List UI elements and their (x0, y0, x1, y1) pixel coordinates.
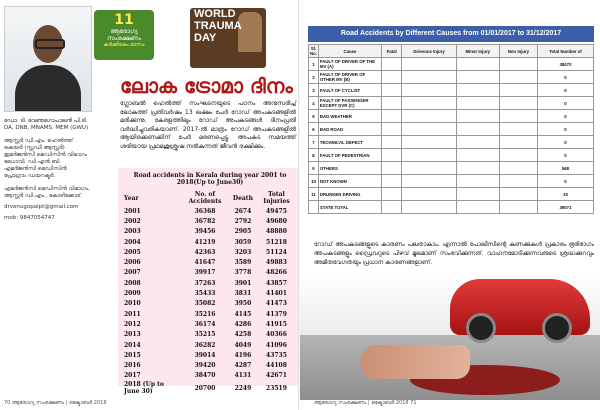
table-cell: 0 (538, 84, 594, 97)
table-cell (499, 162, 537, 175)
table-cell: 3203 (234, 248, 252, 256)
table-cell: 2005 (124, 248, 141, 256)
table-row (122, 216, 298, 226)
table-cell: TECHNICAL DEFECT (318, 136, 381, 149)
table-cell (499, 123, 537, 136)
causes-col-header: Total Number of (538, 45, 594, 58)
table-cell: 0 (538, 149, 594, 162)
table-cell (456, 97, 499, 110)
table-cell: 3778 (234, 269, 252, 277)
table-cell (402, 188, 456, 201)
table-cell (456, 136, 499, 149)
table-cell: 38470 (194, 372, 216, 380)
table-cell: 0 (538, 136, 594, 149)
table-cell: 33 (538, 188, 594, 201)
table-cell (456, 71, 499, 84)
table-cell: BAD ROAD (318, 123, 381, 136)
table-row (122, 360, 298, 370)
table-cell: 35215 (194, 331, 216, 339)
table-cell: DRUNKEN DRIVING (318, 188, 381, 201)
table-cell: 0 (538, 97, 594, 110)
table-cell: 10 (309, 175, 319, 188)
table-cell (402, 149, 456, 162)
table-cell: 35216 (194, 310, 216, 318)
table-cell: 49883 (266, 259, 287, 267)
table-cell: FAULT OF PASSENGER EXCEPT DVR (C) (318, 97, 381, 110)
table-row (122, 309, 298, 319)
table-row (309, 110, 594, 123)
table-cell: 4145 (234, 310, 252, 318)
photo-red-car (450, 279, 590, 335)
table-cell: 2007 (124, 269, 141, 277)
table-cell (309, 201, 319, 214)
table-cell (381, 110, 401, 123)
table-row (309, 162, 594, 175)
table-cell: 36174 (194, 320, 216, 328)
table-cell (456, 201, 499, 214)
table-cell: 568 (538, 162, 594, 175)
table-cell (381, 136, 401, 149)
table-row (122, 237, 298, 247)
table-cell (499, 188, 537, 201)
table-cell (402, 58, 456, 71)
table-cell (381, 71, 401, 84)
table-cell: FAULT OF PEDESTRIAN (318, 149, 381, 162)
table-cell (456, 84, 499, 97)
table-cell: 2006 (124, 259, 141, 267)
table-cell: 2011 (124, 310, 141, 318)
table-cell: 41915 (266, 320, 287, 328)
badge-number: 11 (114, 12, 134, 28)
table-row (122, 330, 298, 340)
badge-text: ആരോഗ്യ സംരക്ഷണം (107, 28, 141, 42)
table-cell: 2013 (124, 331, 141, 339)
table-row (122, 278, 298, 288)
table-cell (402, 110, 456, 123)
table-cell: 4 (309, 97, 319, 110)
table-cell: 2016 (124, 362, 141, 370)
table-cell (402, 162, 456, 175)
table-cell: 4286 (234, 320, 252, 328)
table-cell (402, 97, 456, 110)
left-footer: 70 ആരോഗ്യ സംരക്ഷണം | ഒക്ടോബർ 2018 (4, 400, 107, 406)
table-cell (381, 123, 401, 136)
table-cell: 42363 (194, 248, 216, 256)
table-cell: BAD WEATHER (318, 110, 381, 123)
table-cell: 39917 (194, 269, 216, 277)
photo-body (15, 65, 81, 112)
table-cell: 42671 (266, 372, 287, 380)
table-row (122, 350, 298, 360)
author-phone: mob: 9847054747 (4, 215, 55, 221)
table-cell: 43857 (266, 279, 287, 287)
photo-hand (360, 345, 470, 379)
table-cell: FAULT OF DRIVER OF OTHER MV (B) (318, 71, 381, 84)
causes-col-header: Grievous Injury (402, 45, 456, 58)
table-cell: 3831 (234, 290, 252, 298)
table-cell (499, 71, 537, 84)
table-cell: 3 (309, 84, 319, 97)
intro-text: ഗ്ലോബൽ ഹെൽത്ത് സംഘടനയുടെ പഠനം അനുസരിച്ച് ലോകത്ത് പ്രതിവർഷം 13 ലക്ഷം പേർ റോഡ് അപകടങ്ങളിൽ മരിക്കുന്നു. കേരളത്തിലും റോഡ് അപകടങ്ങൾ ദിനംപ്രതി വർദ്ധിച്ചുവരികയാണ്. 2017-ൽ മാത്രം റോഡ് അപകടങ്ങളിൽ ആയിരക്കണക്കിന് പേർ മരണപ്പെട്ടു. അപകട സമയത്ത് ശരിയായ പ്രഥമശുശ്രൂഷ നൽകുന്നത് ജീവൻ രക്ഷിക്കും. (120, 100, 296, 150)
table-cell: 2 (309, 71, 319, 84)
table-cell: FAULT OF DRIVER OF THE MV (A) (318, 58, 381, 71)
table-cell: 3901 (234, 279, 252, 287)
table-cell: 37263 (194, 279, 216, 287)
table-cell (499, 175, 537, 188)
table-row (122, 206, 298, 216)
table-row (122, 371, 298, 381)
table-cell (499, 110, 537, 123)
table-cell: 35082 (194, 300, 216, 308)
accidents-col-header: Death (232, 194, 253, 202)
table-cell (402, 201, 456, 214)
photo-wheel (542, 313, 572, 343)
logo-line-3: DAY (194, 32, 217, 44)
table-cell: 43735 (266, 351, 287, 359)
table-cell: 40366 (266, 331, 287, 339)
table-row (309, 136, 594, 149)
table-cell: 0 (538, 123, 594, 136)
table-cell: 2008 (124, 279, 141, 287)
table-cell (456, 123, 499, 136)
table-row (309, 175, 594, 188)
article-title: ലോക ട്രോമാ ദിനം (120, 74, 293, 98)
table-cell (499, 136, 537, 149)
accidents-col-header: Year (124, 194, 139, 202)
table-cell (499, 149, 537, 162)
causes-col-header: Minor Injury (456, 45, 499, 58)
table-row (122, 299, 298, 309)
table-cell: 4049 (234, 341, 252, 349)
causes-col-header: Fatal (381, 45, 401, 58)
badge-subtext: കർക്കിടകം മാസം (103, 42, 145, 48)
table-row (309, 149, 594, 162)
table-cell: 51124 (266, 248, 287, 256)
table-cell (381, 97, 401, 110)
table-cell: 41473 (266, 300, 287, 308)
table-cell: 35433 (194, 290, 216, 298)
table-row (309, 84, 594, 97)
table-cell (402, 71, 456, 84)
table-cell: 2010 (124, 300, 141, 308)
table-cell: 5 (309, 110, 319, 123)
table-cell (499, 84, 537, 97)
table-row (122, 247, 298, 257)
table-row (122, 381, 298, 395)
table-cell (381, 84, 401, 97)
photo-glasses (35, 39, 65, 49)
table-cell: 0 (538, 110, 594, 123)
photo-wheel (466, 313, 496, 343)
table-cell: 11 (309, 188, 319, 201)
table-cell: 39420 (194, 362, 216, 370)
table-cell: 2001 (124, 207, 141, 215)
table-cell: 3059 (234, 238, 252, 246)
table-cell (402, 175, 456, 188)
table-cell: 3589 (234, 259, 252, 267)
table-cell: 0 (538, 175, 594, 188)
author-photo (4, 6, 92, 112)
world-trauma-day-logo (190, 8, 266, 68)
accidents-table (122, 190, 298, 395)
table-row (309, 201, 594, 214)
author-bio: ആസ്റ്റർ ഡി.എം. ഹെൽത്ത് കെയർ (സ്റ്റഡി ആസ്റ്റർ) ഇമർജൻസി മെഡിസിൻ വിഭാഗം മേധാവി. ഡി.എൻ.ബി. എമർജൻസി മെഡിസിൻ പ്രോഗ്രാം ഡയറക്ടർ. (4, 138, 87, 179)
table-cell (456, 162, 499, 175)
table-cell: 2792 (234, 217, 252, 225)
table-cell: 36368 (194, 207, 216, 215)
table-cell: 2905 (234, 228, 252, 236)
table-cell: 9 (309, 162, 319, 175)
table-cell: 0 (538, 71, 594, 84)
logo-line-2: TRAUMA (194, 20, 242, 32)
logo-line-1: WORLD (194, 8, 236, 20)
causes-col-header: Non Injury (499, 45, 537, 58)
table-cell (456, 58, 499, 71)
causes-table-title: Road Accidents by Different Causes from 01/01/2017 to 31/12/2017 (308, 26, 594, 42)
table-row (309, 97, 594, 110)
table-cell: 7 (309, 136, 319, 149)
table-cell: 23519 (266, 384, 287, 392)
table-cell (381, 162, 401, 175)
table-cell (402, 136, 456, 149)
table-cell (499, 58, 537, 71)
table-cell: 4196 (234, 351, 252, 359)
table-cell: 4287 (234, 362, 252, 370)
table-cell: 36282 (194, 341, 216, 349)
author-info (4, 118, 90, 222)
table-cell: 2003 (124, 228, 141, 236)
table-cell: FAULT OF CYCLIST (318, 84, 381, 97)
table-cell: NOT KNOWN (318, 175, 381, 188)
author-address: എമർജൻസി മെഡിസിൻ വിഭാഗം, ആസ്റ്റർ ഡി.എം., കോഴിക്കോട് (4, 186, 90, 199)
table-row (122, 319, 298, 329)
table-row (309, 71, 594, 84)
table-cell (402, 123, 456, 136)
table-cell (381, 175, 401, 188)
right-body-text: റോഡ് അപകടങ്ങളുടെ കാരണം പലതാകാം. എന്നാൽ പോലീസിന്റെ കണക്കുകൾ പ്രകാരം ഭൂരിഭാഗം അപകടങ്ങളും ഡ്രൈവറുടെ പിഴവ് മൂലമാണ് സംഭവിക്കുന്നത്. വാഹനമോടിക്കുന്നവരുടെ ശ്രദ്ധക്കുറവും അമിതവേഗതയും പ്രധാന കാരണങ്ങളാണ്. (314, 241, 594, 266)
column-badge (94, 10, 154, 60)
table-row (309, 188, 594, 201)
table-cell: 2009 (124, 290, 141, 298)
table-cell: 3950 (234, 300, 252, 308)
table-row (122, 340, 298, 350)
table-row (122, 288, 298, 298)
table-cell (456, 188, 499, 201)
table-cell: 39014 (194, 351, 216, 359)
table-cell: 2002 (124, 217, 141, 225)
causes-col-header: Sl. No. (310, 46, 317, 56)
right-page (300, 0, 600, 410)
table-cell: 48880 (266, 228, 287, 236)
table-cell (381, 58, 401, 71)
accidents-table-title: Road accidents in Kerala during year 2001 to 2018(Up to June30) (133, 172, 287, 186)
table-cell: 41647 (194, 259, 216, 267)
table-cell: OTHERS (318, 162, 381, 175)
table-cell: 8 (309, 149, 319, 162)
accidents-table-box (118, 168, 300, 396)
table-cell: 2018 (Up to June 30) (124, 381, 164, 396)
author-email: drvenugopalpt@gmail.com (4, 204, 79, 210)
accident-photo (300, 275, 600, 400)
table-row (309, 58, 594, 71)
causes-table (308, 44, 594, 214)
table-row (122, 268, 298, 278)
table-cell: 36782 (194, 217, 216, 225)
table-row (309, 123, 594, 136)
table-cell: 2017 (124, 372, 141, 380)
table-cell: 48266 (266, 269, 287, 277)
accidents-col-header: Total Injuries (263, 191, 290, 205)
table-cell: 2015 (124, 351, 141, 359)
table-cell: 20700 (194, 384, 216, 392)
table-row (122, 227, 298, 237)
article-intro (120, 100, 296, 152)
right-footer: ആരോഗ്യ സംരക്ഷണം | ഒക്ടോബർ 2018 71 (314, 400, 417, 406)
author-name: ഡോ. ടി. വേണുഗോപാലൻ പി.ടി. (4, 118, 88, 124)
table-cell (456, 175, 499, 188)
table-cell: 41379 (266, 310, 287, 318)
table-cell: 41096 (266, 341, 287, 349)
table-cell: 2014 (124, 341, 141, 349)
table-cell: 44108 (266, 362, 287, 370)
table-cell: 2249 (234, 384, 252, 392)
table-cell: 38470 (538, 58, 594, 71)
table-cell: 4258 (234, 331, 252, 339)
table-cell: 41401 (266, 290, 287, 298)
table-cell (381, 149, 401, 162)
table-cell: 1 (309, 58, 319, 71)
table-cell: 49680 (266, 217, 287, 225)
table-cell (499, 97, 537, 110)
causes-col-header: Cause (318, 45, 381, 58)
table-cell (499, 201, 537, 214)
table-cell (381, 201, 401, 214)
table-cell: STATE TOTAL (318, 201, 381, 214)
table-row (122, 257, 298, 267)
table-cell: 2674 (234, 207, 252, 215)
table-cell (381, 188, 401, 201)
table-cell: 6 (309, 123, 319, 136)
author-degrees: DA, DNB, MNAMS, MEM (GWU) (4, 125, 89, 131)
accidents-col-header: No. of Accidents (188, 191, 222, 205)
table-cell (456, 110, 499, 123)
table-cell: 51218 (266, 238, 287, 246)
table-cell: 2012 (124, 320, 141, 328)
table-cell: 39071 (538, 201, 594, 214)
table-cell: 39456 (194, 228, 216, 236)
table-cell (402, 84, 456, 97)
table-cell: 2004 (124, 238, 141, 246)
table-cell: 41219 (194, 238, 216, 246)
table-cell: 49475 (266, 207, 287, 215)
table-cell: 4131 (234, 372, 252, 380)
table-cell (456, 149, 499, 162)
